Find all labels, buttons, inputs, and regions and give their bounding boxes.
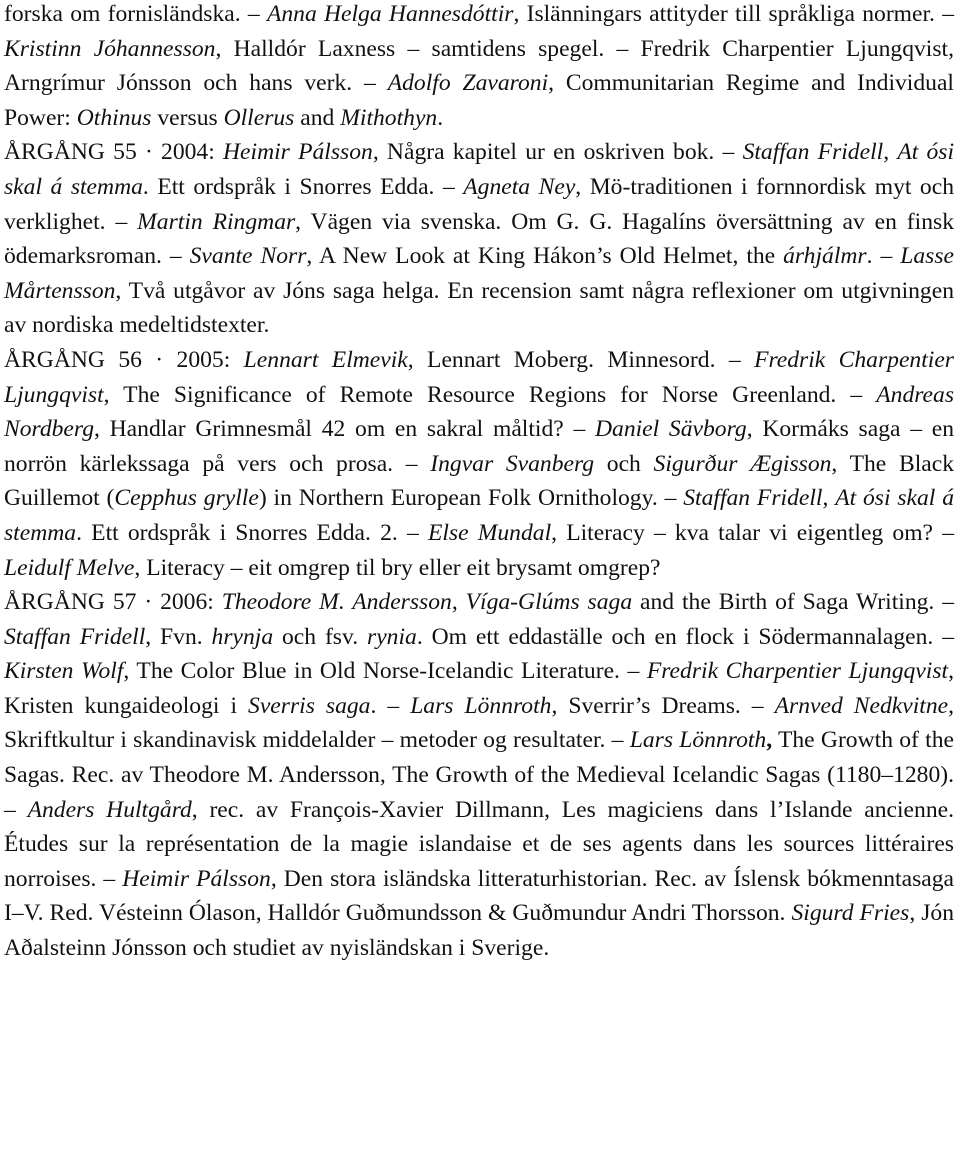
text-run: , The Color Blue in Old Norse-Icelandic Literature. – [123, 658, 647, 685]
text-run: ÅRGÅNG 56 · 2005: [4, 346, 244, 373]
italic-text: Víga-Glúms saga [465, 589, 633, 616]
italic-text: Ollerus [223, 104, 295, 131]
italic-text: Anna Helga Hannesdóttir [266, 1, 514, 27]
text-run: , The Black Guillemot ( [4, 450, 954, 512]
text-run: . Om ett eddaställe och en flock i Södermannalagen. – [416, 623, 954, 650]
italic-text: Staffan Fridell [4, 623, 146, 650]
text-run: and [294, 104, 341, 131]
text-run: , Jón Aðalsteinn Jónsson och studiet av nyisländskan i Sverige. [4, 900, 955, 962]
text-run: . – [370, 692, 411, 719]
text-run: och [594, 450, 654, 477]
italic-text: Agneta Ney [463, 173, 576, 200]
text-run: , Handlar Grimnesmål 42 om en sakral måltid? – [94, 416, 595, 443]
italic-text: Lennart Elmevik [243, 346, 408, 373]
italic-text: Ingvar Svanberg [430, 450, 595, 477]
text-run: , Några kapitel ur en oskriven bok. – [372, 139, 743, 166]
italic-text: Arnved Nedkvitne [774, 692, 949, 719]
text-run: , Sverrir’s Dreams. – [551, 692, 775, 719]
text-run: versus [151, 104, 224, 131]
italic-text: Heimir Pálsson [223, 139, 373, 166]
paragraph [4, 135, 954, 343]
italic-text: Martin Ringmar [137, 208, 296, 235]
italic-text: Adolfo Zavaroni [387, 70, 549, 97]
text-run: , [766, 727, 773, 754]
paragraph [4, 585, 954, 966]
italic-text: Mithothyn [340, 104, 438, 131]
text-run: , Communitarian Regime and Individual Power: [4, 70, 954, 131]
text-run: . Ett ordspråk i Snorres Edda. – [142, 173, 464, 200]
text-run: , rec. av François-Xavier Dillmann, Les magiciens dans l’Islande ancienne. Études sur la représentation de la magie islandaise et de ses agents dans les sources littéraires norroises. – [4, 796, 954, 892]
italic-text: Else Mundal [427, 519, 552, 546]
paragraph [4, 0, 954, 135]
italic-text: hrynja [211, 623, 274, 650]
text-run: , Literacy – eit omgrep til bry eller eit brysamt omgrep? [134, 554, 661, 581]
text-run: , Mö-traditionen i fornnordisk myt och verklighet. – [4, 173, 954, 235]
text-run: . [437, 104, 444, 131]
text-run: . – [866, 243, 901, 270]
italic-text: Daniel Sävborg [594, 416, 747, 443]
text-run: , Lennart Moberg. Minnesord. – [407, 346, 755, 373]
text-run: och fsv. [273, 623, 368, 650]
text-run: , Skriftkultur i skandinavisk middelalder – metoder og resultater. – [4, 692, 954, 754]
italic-text: Sigurður Ægisson [653, 450, 832, 477]
text-run: , Kormáks saga – en norrön kärlekssaga på vers och prosa. – [4, 416, 954, 477]
paragraph [4, 343, 954, 585]
italic-text: Anders Hultgård [27, 796, 192, 823]
text-run: The Growth of the Sagas. Rec. av Theodore M. Andersson, The Growth of the Medieval Icelandic Sagas (1180–1280). – [4, 727, 954, 823]
text-run: forska om fornisländska. – [4, 1, 267, 27]
italic-text: Fredrik Charpentier Ljungqvist [4, 346, 954, 408]
text-run: . Ett ordspråk i Snorres Edda. 2. – [76, 519, 428, 546]
text-run: , Islänningars attityder till språkliga normer. – [513, 1, 955, 27]
italic-text: Heimir Pálsson [122, 865, 271, 892]
italic-text: Cepphus grylle [114, 485, 259, 512]
text-run: , [451, 589, 466, 616]
text-run: , [822, 485, 836, 512]
italic-text: Staffan Fridell [683, 485, 823, 512]
italic-text: Othinus [76, 104, 152, 131]
text-run: ) in Northern European Folk Ornithology. – [258, 485, 684, 512]
text-run: , Fvn. [145, 623, 212, 650]
italic-text: Sigurd Fries [791, 900, 910, 927]
italic-text: Svante Norr [189, 243, 307, 270]
italic-text: Kirsten Wolf [4, 658, 124, 685]
italic-text: Kristinn Jóhannesson [4, 35, 216, 62]
italic-text: Theodore M. Andersson [221, 589, 452, 616]
italic-text: Andreas Nordberg [4, 381, 954, 443]
italic-text: Lars Lönnroth [629, 727, 767, 754]
text-run: ÅRGÅNG 55 · 2004: [4, 139, 224, 166]
italic-text: Leidulf Melve [4, 554, 135, 581]
text-run: ÅRGÅNG 57 · 2006: [4, 589, 222, 616]
text-run: , Literacy – kva talar vi eigentleg om? – [551, 519, 954, 546]
italic-text: Staffan Fridell [742, 139, 884, 166]
text-run: , Kristen kungaideologi i [4, 658, 954, 719]
italic-text: At ósi skal á stemma [4, 139, 955, 200]
text-run: , A New Look at King Hákon’s Old Helmet, the [306, 243, 784, 270]
italic-text: Sverris saga [248, 692, 371, 719]
text-run: and the Birth of Saga Writing. – [632, 589, 955, 616]
text-run: , [883, 139, 898, 166]
italic-text: Lasse Mårtensson [4, 243, 954, 304]
italic-text: rynia [367, 623, 417, 650]
text-run: , Vägen via svenska. Om G. G. Hagalíns översättning av en finsk ödemarksroman. – [4, 208, 954, 270]
italic-text: Lars Lönnroth [410, 692, 552, 719]
text-run: , The Significance of Remote Resource Regions for Norse Greenland. – [103, 381, 877, 408]
text-run: , Den stora isländska litteraturhistorian. Rec. av Íslensk bókmenntasaga I–V. Red. Vésteinn Ólason, Halldór Guðmundsson & Guðmundur Andri Thorsson. [4, 865, 954, 927]
italic-text: At ósi skal á stemma [4, 485, 954, 546]
text-run: , Två utgåvor av Jóns saga helga. En recension samt några reflexioner om utgivningen av nordiska medeltidstexter. [4, 277, 954, 339]
italic-text: Fredrik Charpentier Ljungqvist [646, 658, 949, 685]
italic-text: árhjálmr [783, 243, 867, 270]
text-run: , Halldór Laxness – samtidens spegel. – Fredrik Charpentier Ljungqvist, Arngrímur Jónsson och hans verk. – [4, 35, 954, 97]
